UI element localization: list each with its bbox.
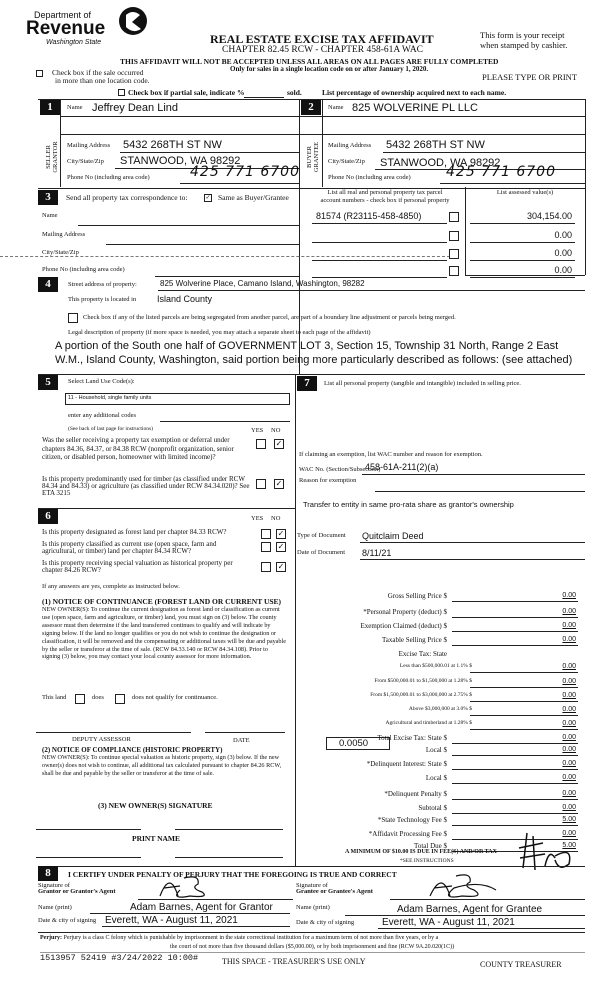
phone-label: Phone No (including area code)	[328, 174, 411, 181]
buyer-grantee-label: BUYER GRANTEE	[306, 141, 320, 173]
tax-row-label: Gross Selling Price $	[387, 592, 447, 600]
recording-stamp: 1513957 52419 #3/24/2022 10:00#	[40, 953, 199, 963]
section-8-number: 8	[38, 866, 58, 881]
tax-row-label: From $1,500,000.01 to $3,000,000 at 2.75% $	[370, 692, 472, 698]
tax-row-value[interactable]: 0.00	[562, 746, 576, 753]
tax-row-value[interactable]: 0.00	[562, 678, 576, 685]
section-1-number: 1	[40, 100, 60, 115]
document-type-label: Type of Document	[297, 532, 346, 539]
tax-row-value[interactable]: 0.00	[562, 720, 576, 727]
assessed-value-field[interactable]: 0.00	[554, 265, 572, 275]
assessed-value-header: List assessed value(s)	[496, 189, 554, 196]
tax-row-value[interactable]: 0.00	[562, 830, 576, 837]
logo-state: Washington State	[46, 39, 102, 46]
historic-question: Is this property receiving special valuation as historical property per chapter 84.26 RCW?	[42, 559, 233, 574]
minimum-due-note: A MINIMUM OF $10.00 IS DUE IN FEE(S) AND/OR TAX	[345, 849, 497, 855]
tax-row-value[interactable]: 5.00	[562, 816, 576, 823]
grantee-print-name-field[interactable]: Adam Barnes, Agent for Grantee	[397, 904, 543, 915]
document-type-field[interactable]: Quitclaim Deed	[362, 531, 424, 541]
partial-sale-checkbox[interactable]	[118, 89, 125, 96]
county-treasurer-label: COUNTY TREASURER	[480, 960, 562, 969]
form-title: REAL ESTATE EXCISE TAX AFFIDAVIT	[210, 32, 434, 46]
parcel-header: List all real and personal property tax parcel	[327, 189, 443, 196]
treasurer-space-label: THIS SPACE - TREASURER'S USE ONLY	[222, 957, 366, 966]
grantee-phone-field[interactable]: 425 771 6700	[446, 164, 556, 180]
forest-yes-checkbox[interactable]	[261, 529, 271, 539]
receipt-note: when stamped by cashier.	[480, 40, 568, 50]
please-type: PLEASE TYPE OR PRINT	[482, 72, 578, 82]
certify-statement: I CERTIFY UNDER PENALTY OF PERJURY THAT THE FOREGOING IS TRUE AND CORRECT	[68, 870, 397, 879]
grantor-phone-field[interactable]: 425 771 6700	[190, 164, 300, 180]
street-address-field[interactable]: 825 Wolverine Place, Camano Island, Washington, 98282	[160, 279, 365, 288]
s3-phone-label: Phone No (including area code)	[42, 266, 125, 273]
tax-row-label: Exemption Claimed (deduct) $	[360, 622, 447, 630]
tax-row-value[interactable]: 0.00	[562, 804, 576, 811]
q2-no-checkbox[interactable]: ✓	[275, 479, 283, 488]
city-label: City/State/Zip	[67, 158, 104, 165]
tax-row-value[interactable]: 0.00	[562, 734, 576, 741]
exemption-question: Was the seller receiving a property tax exemption or deferral under chapters 84.36, 84.37, or 84.38 RCW (nonprofit organization, senior citizen, or disabled person, homeowner with limited income)?	[42, 436, 234, 462]
q1-no-checkbox[interactable]: ✓	[275, 439, 283, 448]
parcel-number-field[interactable]: 81574 (R23115-458-4850)	[316, 211, 422, 221]
ownership-note: List percentage of ownership acquired next to each name.	[322, 88, 507, 97]
parcel-header: account numbers - check box if personal property	[320, 197, 450, 204]
county-field[interactable]: Island County	[157, 294, 213, 304]
multi-location-label: in more than one location code.	[55, 76, 150, 85]
seller-grantor-label: SELLER GRANTOR	[45, 141, 59, 173]
assessed-value-field[interactable]: 0.00	[554, 230, 572, 240]
grantor-print-name-field[interactable]: Adam Barnes, Agent for Grantor	[130, 902, 273, 913]
compliance-title: (2) NOTICE OF COMPLIANCE (HISTORIC PROPERTY)	[42, 746, 223, 754]
reason-label: Reason for exemption	[299, 477, 357, 484]
name-print-label: Name (print)	[38, 904, 72, 911]
receipt-note: This form is your receipt	[480, 30, 565, 40]
tax-row-value[interactable]: 0.00	[562, 760, 576, 767]
does-qualify-checkbox[interactable]	[75, 694, 85, 704]
current-use-question: Is this property classified as current use (open space, farm and agricultural, or timber) land per chapter 84.34 RCW?	[42, 540, 217, 555]
form-only: Only for sales in a single location code on or after January 1, 2020.	[230, 65, 429, 73]
does-label: does	[92, 694, 104, 701]
label-line: Grantee or Grantee's Agent	[296, 888, 373, 895]
perjury-text: Perjury is a class C felony which is punishable by imprisonment in the state correctional institution for a maximum term of not more than five years, or by a	[63, 935, 439, 941]
located-label: This property is located in	[68, 296, 137, 303]
tax-row-label: *State Technology Fee $	[377, 816, 447, 824]
grantor-signature-label	[38, 883, 116, 895]
grantee-signature-icon[interactable]	[420, 870, 500, 900]
grantee-city-field[interactable]: STANWOOD, WA 98292	[380, 157, 501, 169]
current-use-yes-checkbox[interactable]	[261, 542, 271, 552]
tax-row-value[interactable]: 0.00	[562, 636, 576, 643]
does-not-label: does not qualify for continuance.	[132, 694, 218, 701]
tax-row-label: Above $3,000,000 at 3.0% $	[408, 706, 472, 712]
mailing-address-label: Mailing Address	[67, 142, 111, 149]
personal-property-checkbox[interactable]	[449, 266, 459, 276]
grantor-signature-icon[interactable]	[150, 870, 220, 900]
local-rate: 0.0050	[339, 738, 369, 749]
q1-yes-checkbox[interactable]	[256, 439, 266, 449]
no-header: NO	[271, 427, 281, 434]
name-label: Name	[67, 104, 83, 111]
s3-address-label: Mailing Address	[42, 231, 86, 238]
legal-description-label: Legal description of property (if more space is needed, you may attach a separate sheet to each page of the affidavit)	[68, 329, 371, 336]
date-city-label: Date & city of signing	[296, 919, 355, 926]
sold-label: sold.	[287, 88, 302, 97]
grantee-signature-label	[296, 883, 373, 895]
print-name-label: PRINT NAME	[132, 834, 180, 843]
tax-row-label: Excise Tax: State	[398, 650, 447, 658]
logo-brand: Revenue	[26, 18, 106, 39]
timber-question: Is this property predominantly used for timber (as classified under RCW 84.34 and 84.33) or agriculture (as classified under RCW 84.34.020)? See ETA 3215	[42, 475, 250, 497]
tax-row-label: From $500,000.01 to $1,500,000 at 1.28% $	[374, 678, 472, 684]
new-owner-signature-label: (3) NEW OWNER(S) SIGNATURE	[98, 801, 213, 810]
legal-description-line[interactable]: W.M., Island County, Washington, said portion being more particularly described as follows: (see attached)	[55, 354, 573, 366]
wac-field[interactable]: 458-61A-211(2)(a)	[365, 462, 439, 472]
historic-yes-checkbox[interactable]	[261, 562, 271, 572]
city-label: City/State/Zip	[328, 158, 365, 165]
revenue-logo-icon	[116, 5, 150, 37]
same-as-buyer-checkbox[interactable]: ✓	[205, 194, 211, 201]
this-land-label: This land	[42, 694, 67, 701]
tax-row-label: *Delinquent Penalty $	[384, 790, 447, 798]
tax-row-label: Agricultural and timberland at 1.28% $	[385, 720, 472, 726]
does-not-qualify-checkbox[interactable]	[115, 694, 125, 704]
tax-row-label: Taxable Selling Price $	[381, 636, 447, 644]
personal-property-checkbox[interactable]	[449, 212, 459, 222]
section-5-number: 5	[38, 375, 58, 390]
if-any-yes: If any answers are yes, complete as instructed below.	[42, 583, 180, 590]
date-label: DATE	[233, 737, 250, 744]
grantor-name-field[interactable]: Jeffrey Dean Lind	[92, 102, 179, 114]
multi-location-label: Check box if the sale occurred	[52, 68, 144, 77]
grantor-address-field[interactable]: 5432 268TH ST NW	[123, 139, 222, 151]
land-use-label: Select Land Use Code(s):	[68, 378, 135, 385]
multi-location-checkbox[interactable]	[36, 70, 43, 77]
s3-name-label: Name	[42, 212, 58, 219]
forest-no-checkbox[interactable]: ✓	[277, 529, 285, 538]
exemption-claim-label: If claiming an exemption, list WAC number and reason for exemption.	[299, 451, 483, 458]
legal-description-line[interactable]: A portion of the South one half of GOVERNMENT LOT 3, Section 15, Township 31 North, Range 2 East	[55, 340, 559, 352]
grantee-date-city-field[interactable]: Everett, WA - August 11, 2021	[382, 917, 515, 928]
tax-row-label: *Delinquent Interest: State $	[366, 760, 447, 768]
section-6-number: 6	[38, 509, 58, 524]
yes-header: YES	[251, 515, 264, 522]
segregated-label: Check box if any of the listed parcels are being segregated from another parcel, are part of a boundary line adjustment or parcels being merged.	[83, 314, 456, 321]
phone-label: Phone No (including area code)	[67, 174, 150, 181]
yes-header: YES	[251, 427, 264, 434]
historic-no-checkbox[interactable]: ✓	[277, 562, 285, 571]
tax-row-label: Total Excise Tax: State $	[377, 734, 447, 742]
grantor-city-field[interactable]: STANWOOD, WA 98292	[120, 155, 241, 167]
assessed-value-field[interactable]: 304,154.00	[526, 211, 572, 221]
tax-row-label: Local $	[425, 774, 447, 782]
tax-row-label: Less than $500,000.01 at 1.1% $	[399, 663, 472, 669]
form-warning: THIS AFFIDAVIT WILL NOT BE ACCEPTED UNLESS ALL AREAS ON ALL PAGES ARE FULLY COMPLETED	[120, 57, 499, 66]
tax-row-value[interactable]: 0.00	[562, 608, 576, 615]
tax-row-label: Local $	[425, 746, 447, 754]
label-line: Signature of	[38, 882, 70, 889]
segregated-checkbox[interactable]	[68, 313, 78, 323]
tax-row-value[interactable]: 0.00	[562, 692, 576, 699]
tax-row-label: *Affidavit Processing Fee $	[368, 830, 447, 838]
logo-dept: Department of	[34, 10, 92, 20]
s3-city-label: City/State/Zip	[42, 249, 79, 256]
perjury-label: Perjury:	[40, 935, 62, 941]
section-3-number: 3	[38, 190, 58, 205]
perjury-text: the court of not more than five thousand dollars ($5,000.00), or by both imprisonment and fine (RCW 9A.20.020(1C))	[170, 944, 455, 950]
personal-property-checkbox[interactable]	[449, 231, 459, 241]
send-correspondence-label: Send all property tax correspondence to:	[66, 193, 188, 202]
personal-property-checkbox[interactable]	[449, 249, 459, 259]
land-use-code: 11 - Household, single family units	[68, 395, 152, 401]
tax-row-value[interactable]: 5.00	[562, 842, 576, 849]
see-instructions: *SEE INSTRUCTIONS	[400, 858, 454, 864]
tax-row-value[interactable]: 0.00	[562, 790, 576, 797]
deputy-assessor-label: DEPUTY ASSESSOR	[72, 736, 131, 743]
name-print-label: Name (print)	[296, 904, 330, 911]
name-label: Name	[328, 104, 344, 111]
compliance-body: NEW OWNER(S): To continue special valuation as historic property, sign (3) below. If the new owner(s) does not wish to continue, all additional tax calculated pursuant to chapter 84.26 RCW, shall be due and payable by the seller or transferor at the time of sale.	[42, 754, 282, 777]
same-as-buyer-label: Same as Buyer/Grantee	[218, 193, 289, 202]
section-7-number: 7	[297, 376, 317, 391]
additional-codes-label: enter any additional codes	[68, 412, 137, 419]
tax-row-label: Total Due $	[414, 842, 447, 850]
label-line: Grantor or Grantor's Agent	[38, 888, 116, 895]
q2-yes-checkbox[interactable]	[256, 479, 266, 489]
personal-property-label: List all personal property (tangible and intangible) included in selling price.	[324, 380, 521, 387]
see-instructions: (See back of last page for instructions)	[68, 426, 153, 432]
current-use-no-checkbox[interactable]: ✓	[277, 542, 285, 551]
document-date-field[interactable]: 8/11/21	[362, 548, 392, 558]
partial-sale-label: Check box if partial sale, indicate %	[128, 88, 245, 97]
mailing-address-label: Mailing Address	[328, 142, 372, 149]
assessed-value-field[interactable]: 0.00	[554, 248, 572, 258]
form-chapter: CHAPTER 82.45 RCW - CHAPTER 458-61A WAC	[222, 45, 424, 55]
wac-label: WAC No. (Section/Subsection)	[299, 466, 381, 473]
street-address-label: Street address of property:	[68, 281, 137, 288]
section-4-number: 4	[38, 277, 58, 292]
section-2-number: 2	[301, 100, 321, 115]
label-line: Signature of	[296, 882, 328, 889]
no-header: NO	[271, 515, 281, 522]
forest-question: Is this property designated as forest land per chapter 84.33 RCW?	[42, 528, 227, 536]
land-use-code-field[interactable]	[65, 393, 290, 405]
continuance-title: (1) NOTICE OF CONTINUANCE (FOREST LAND OR CURRENT USE)	[42, 597, 282, 606]
continuance-body: NEW OWNER(S): To continue the current designation as forest land or classification as current use (open space, farm and agriculture, or timber) land, you must sign on (3) below. The county assessor must then determine if the land transferred continues to qualify and will indicate by signing below. If the land no longer qualifies or you do not wish to continue the designation or classification, it will be removed and the compensating or additional taxes will be due and payable by the seller or transferor at the time of sale. (RCW 84.33.140 or RCW 84.34.108). Prior to signing (3) below, you may contact your local county assessor for more information.	[42, 606, 286, 661]
grantor-date-city-field[interactable]: Everett, WA - August 11, 2021	[105, 915, 238, 926]
tax-row-value[interactable]: 0.00	[562, 622, 576, 629]
grantee-address-field[interactable]: 5432 268TH ST NW	[386, 139, 485, 151]
tax-row-value[interactable]: 0.00	[562, 663, 576, 670]
tax-row-label: Subtotal $	[418, 804, 447, 812]
tax-row-label: *Personal Property (deduct) $	[363, 608, 447, 616]
tax-row-value[interactable]: 0.00	[562, 592, 576, 599]
tax-row-value[interactable]: 0.00	[562, 774, 576, 781]
document-date-label: Date of Document	[297, 549, 346, 556]
tax-row-value[interactable]: 0.00	[562, 706, 576, 713]
grantee-name-field[interactable]: 825 WOLVERINE PL LLC	[352, 102, 478, 114]
reason-field[interactable]: Transfer to entity in same pro-rata share as grantor's ownership	[303, 500, 514, 509]
date-city-label: Date & city of signing	[38, 917, 97, 924]
